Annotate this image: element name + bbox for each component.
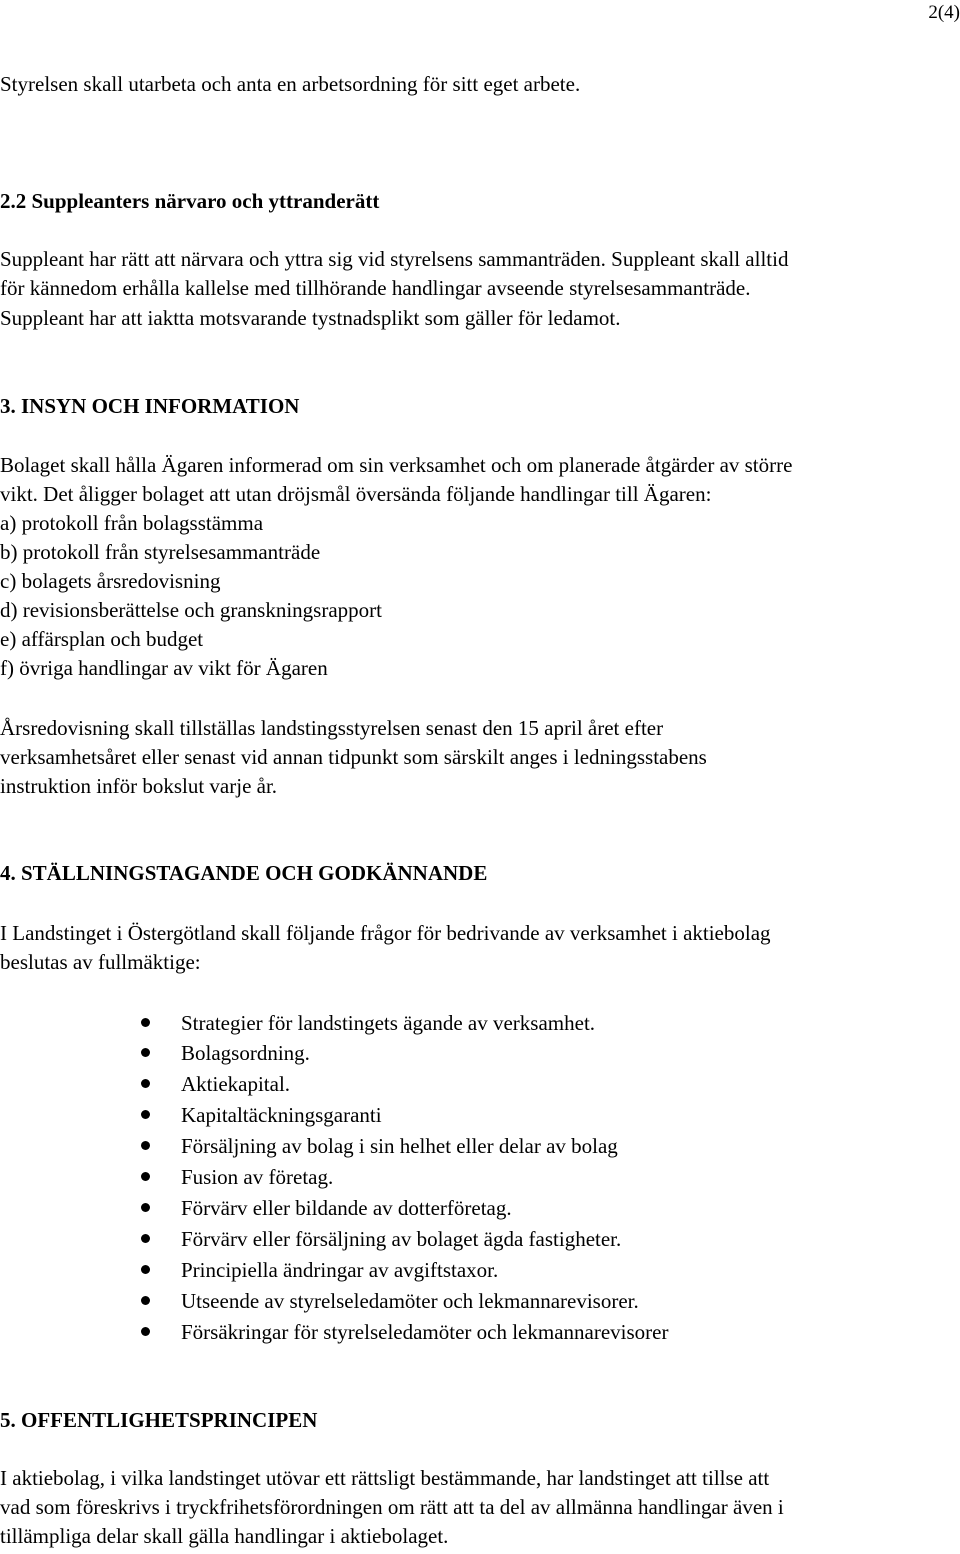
section-2-2-heading: 2.2 Suppleanters närvaro och yttranderätt [0,189,380,213]
section-5-line: I aktiebolag, i vilka landstinget utövar ett rättsligt bestämmande, har landstinget att tillse att [0,1466,770,1490]
list-item-e: e) affärsplan och budget [0,627,204,651]
section-3-heading: 3. INSYN OCH INFORMATION [0,394,300,418]
bullet-dot-icon [141,1172,150,1181]
bullet-dot-icon [141,1234,150,1243]
section-4-heading: 4. STÄLLNINGSTAGANDE OCH GODKÄNNANDE [0,861,488,885]
bullet-dot-icon [141,1265,150,1274]
bullet-dot-icon [141,1203,150,1212]
bullet-dot-icon [141,1048,150,1057]
page-number: 2(4) [928,2,960,23]
section-3-paragraph-line: instruktion inför bokslut varje år. [0,774,278,798]
bullet-dot-icon [141,1327,150,1336]
bullet-text: Fusion av företag. [181,1165,334,1189]
bullet-text: Försäkringar för styrelseledamöter och lekmannarevisorer [181,1320,669,1344]
bullet-text: Principiella ändringar av avgiftstaxor. [181,1258,499,1282]
bullet-text: Utseende av styrelseledamöter och lekmannarevisorer. [181,1289,639,1313]
bullet-text: Försäljning av bolag i sin helhet eller delar av bolag [181,1134,618,1158]
bullet-text: Kapitaltäckningsgaranti [181,1103,382,1127]
section-5-heading: 5. OFFENTLIGHETSPRINCIPEN [0,1408,318,1432]
section-5-line: vad som föreskrivs i tryckfrihetsförordningen om rätt att ta del av allmänna handlingar även i [0,1495,784,1519]
list-item-f: f) övriga handlingar av vikt för Ägaren [0,656,328,680]
section-3-paragraph-line: Årsredovisning skall tillställas landstingsstyrelsen senast den 15 april året efter [0,716,664,740]
bullet-text: Förvärv eller försäljning av bolaget ägda fastigheter. [181,1227,622,1251]
section-4-line: I Landstinget i Östergötland skall följande frågor för bedrivande av verksamhet i aktiebolag [0,921,771,945]
section-3-line: Bolaget skall hålla Ägaren informerad om sin verksamhet och om planerade åtgärder av större [0,453,793,477]
bullet-dot-icon [141,1018,150,1027]
bullet-text: Förvärv eller bildande av dotterföretag. [181,1196,512,1220]
bullet-dot-icon [141,1141,150,1150]
intro-paragraph: Styrelsen skall utarbeta och anta en arbetsordning för sitt eget arbete. [0,72,581,96]
list-item-a: a) protokoll från bolagsstämma [0,511,264,535]
section-3-line: vikt. Det åligger bolaget att utan dröjsmål översända följande handlingar till Ägaren: [0,482,712,506]
list-item-d: d) revisionsberättelse och granskningsrapport [0,598,382,622]
bullet-text: Aktiekapital. [181,1072,291,1096]
bullet-dot-icon [141,1296,150,1305]
bullet-dot-icon [141,1079,150,1088]
section-2-2-line: för kännedom erhålla kallelse med tillhörande handlingar avseende styrelsesammanträde. [0,276,751,300]
section-3-paragraph-line: verksamhetsåret eller senast vid annan tidpunkt som särskilt anges i ledningsstabens [0,745,707,769]
section-4-line: beslutas av fullmäktige: [0,950,201,974]
list-item-c: c) bolagets årsredovisning [0,569,221,593]
section-2-2-line: Suppleant har att iaktta motsvarande tystnadsplikt som gäller för ledamot. [0,306,621,330]
section-5-line: tillämpliga delar skall gälla handlingar i aktiebolaget. [0,1524,449,1548]
bullet-dot-icon [141,1110,150,1119]
section-2-2-line: Suppleant har rätt att närvara och yttra sig vid styrelsens sammanträden. Suppleant skall alltid [0,247,789,271]
bullet-text: Bolagsordning. [181,1041,310,1065]
bullet-text: Strategier för landstingets ägande av verksamhet. [181,1011,596,1035]
list-item-b: b) protokoll från styrelsesammanträde [0,540,321,564]
